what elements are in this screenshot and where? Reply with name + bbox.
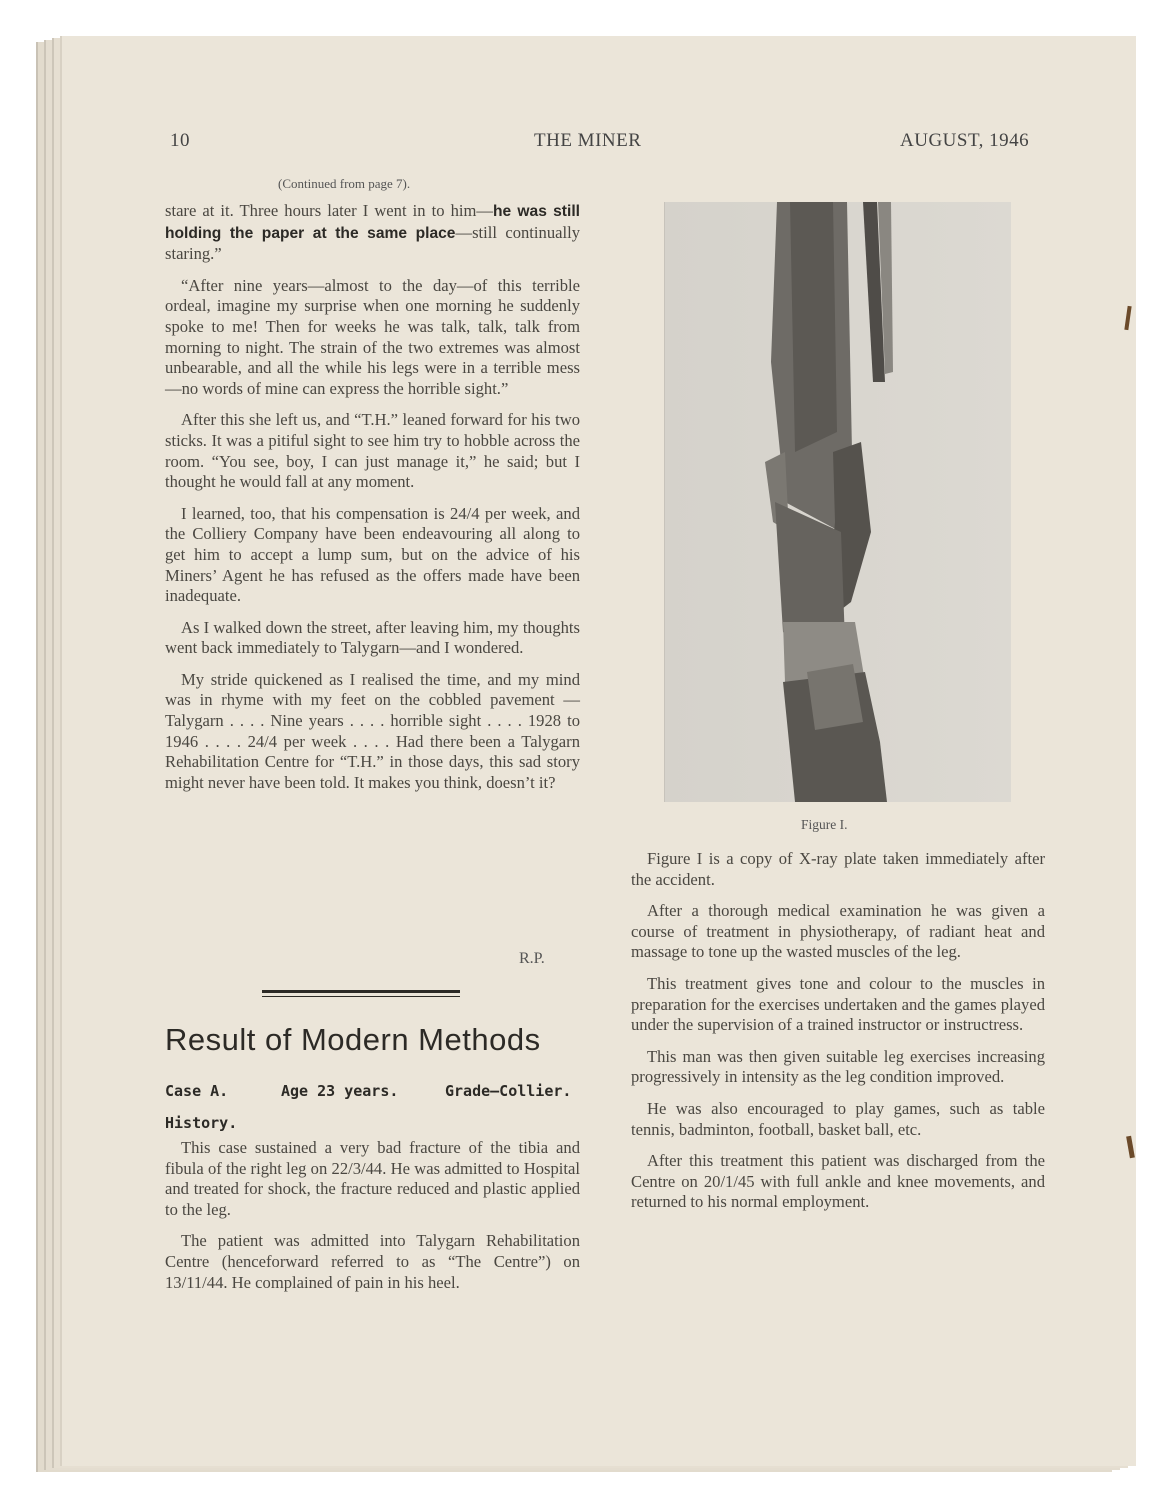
history-paragraph-1: This case sustained a very bad fracture of the tibia and fibula of the right leg on 22/3/44. He was admitted to Hospital and treated for shock, the fracture reduced and plastic applied to the leg. (165, 1138, 580, 1219)
right-paragraph-4: This man was then given suitable leg exercises increasing progressively in intensity as the leg condition improved. (631, 1046, 1045, 1087)
right-paragraph-5: He was also encouraged to play games, such as table tennis, badminton, football, basket ball, etc. (631, 1098, 1045, 1139)
author-signature: R.P. (519, 950, 545, 967)
publication-title: THE MINER (534, 130, 642, 151)
right-paragraph-6: After this treatment this patient was discharged from the Centre on 20/1/45 with full ankle and knee movements, and returned to his normal employment. (631, 1151, 1045, 1212)
history-paragraph-2: The patient was admitted into Talygarn Rehabilitation Centre (henceforward referred to as “The Centre”) on 13/11/44. He complained of pain in his heel. (165, 1231, 580, 1292)
xray-figure (664, 202, 1011, 802)
right-paragraph-2: After a thorough medical examination he was given a course of treatment in physiotherapy, of radiant heat and massage to tone up the wasted muscles of the leg. (631, 901, 1045, 962)
story-paragraph-1 (165, 201, 580, 265)
page-number: 10 (170, 130, 190, 151)
right-column (631, 849, 1045, 1224)
story-paragraph-5: As I walked down the street, after leaving him, my thoughts went back immediately to Talygarn—and I wondered. (165, 617, 580, 658)
section-divider-thin (262, 996, 460, 997)
continued-note: (Continued from page 7). (278, 176, 411, 191)
story-text: stare at it. Three hours later I went in to him— (165, 201, 493, 220)
story-paragraph-2: “After nine years—almost to the day—of this terrible ordeal, imagine my surprise when one morning he suddenly spoke to me! Then for weeks he was talk, talk, talk from morning to night. The strain of the two extremes was almost unbearable, and all the while his legs were in a terrible mess—no words of mine can express the horrible sight.” (165, 275, 580, 398)
left-column (165, 201, 580, 804)
history-column (165, 1138, 580, 1304)
story-paragraph-4: I learned, too, that his compensation is 24/4 per week, and the Colliery Company have been endeavouring all along to get him to accept a lump sum, but on the advice of his Miners’ Agent he has refused as the offers made have been inadequate. (165, 503, 580, 606)
figure-caption: Figure I. (801, 817, 848, 832)
xray-image (665, 202, 1011, 802)
history-label: History. (165, 1114, 238, 1132)
emphasis-text: he was still holding the paper at the same place (165, 203, 580, 242)
section-divider (262, 990, 460, 993)
grade-label: Grade—Collier. (445, 1082, 572, 1100)
right-paragraph-3: This treatment gives tone and colour to the muscles in preparation for the exercises undertaken and the games played under the supervision of a trained instructor or instructress. (631, 973, 1045, 1035)
case-label: Case A. (165, 1082, 229, 1100)
story-paragraph-6: My stride quickened as I realised the time, and my mind was in rhyme with my feet on the cobbled pavement — Talygarn . . . . Nine years . . . . horrible sight . . . . 1928 to 1946 . . . . 24/4 per week . . . . Had there been a Talygarn Rehabilitation Centre for “T.H.” in those days, this sad story might never have been told. It makes you think, doesn’t it? (165, 669, 580, 792)
story-text: —still continually staring.” (165, 222, 581, 264)
right-paragraph-1: Figure I is a copy of X-ray plate taken immediately after the accident. (631, 849, 1045, 889)
story-paragraph-3: After this she left us, and “T.H.” leaned forward for his two sticks. It was a pitiful sight to see him try to hobble across the room. “You see, boy, I can just manage it,” he said; but I thought he would fall at any moment. (165, 410, 580, 492)
article-headline: Result of Modern Methods (165, 1022, 541, 1057)
issue-date: AUGUST, 1946 (900, 130, 1030, 151)
age-label: Age 23 years. (281, 1082, 399, 1100)
